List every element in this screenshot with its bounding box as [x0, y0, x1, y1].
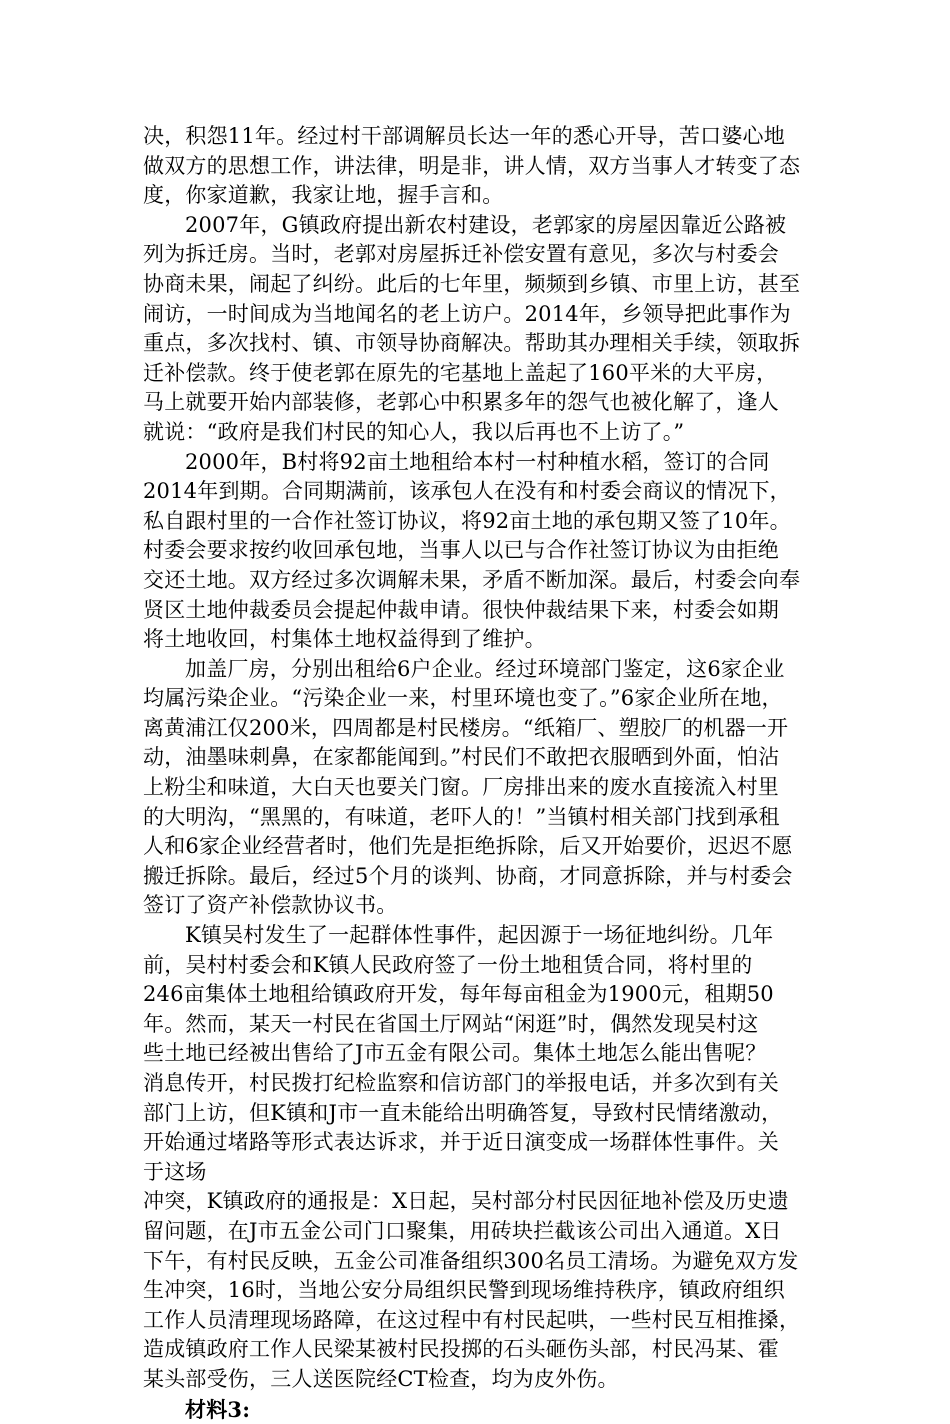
document-body	[143, 122, 823, 1424]
text-line: 马上就要开始内部装修，老郭心中积累多年的怨气也被化解了，逢人	[143, 390, 779, 415]
text-line: 动，油墨味刺鼻，在家都能闻到。”村民们不敢把衣服晒到外面，怕沾	[143, 745, 780, 770]
text-line: 离黄浦江仅200米，四周都是村民楼房。“纸箱厂、塑胶厂的机器一开	[143, 715, 789, 740]
text-line: 冲突，K镇政府的通报是：X日起，吴村部分村民因征地补偿及历史遗	[143, 1189, 789, 1214]
text-line: 2014年到期。合同期满前，该承包人在没有和村委会商议的情况下，	[143, 479, 791, 504]
text-line: 部门上访，但K镇和J市一直未能给出明确答复，导致村民情绪激动，	[143, 1100, 783, 1125]
text-line: 决，积怨11年。经过村干部调解员长达一年的悉心开导，苦口婆心地	[143, 124, 785, 148]
text-line: 下午，有村民反映，五金公司准备组织300名员工清场。为避免双方发	[143, 1248, 799, 1273]
text-line: 度，你家道歉，我家让地，握手言和。	[143, 183, 504, 208]
text-line: 前，吴村村委会和K镇人民政府签了一份土地租赁合同，将村里的	[143, 952, 753, 977]
text-line: 迁补偿款。终于使老郭在原先的宅基地上盖起了160平米的大平房，	[143, 360, 778, 385]
text-line: 的大明沟，“黑黑的，有味道，老吓人的！”当镇村相关部门找到承租	[143, 804, 780, 829]
paragraph-start-line: 2007年，G镇政府提出新农村建设，老郭家的房屋因靠近公路被	[185, 212, 787, 237]
text-line: 重点，多次找村、镇、市领导协商解决。帮助其办理相关手续，领取拆	[143, 331, 801, 356]
text-line: 年。然而，某天一村民在省国土厅网站“闲逛”时，偶然发现吴村这	[143, 1011, 759, 1036]
text-line: 搬迁拆除。最后，经过5个月的谈判、协商，才同意拆除，并与村委会	[143, 863, 793, 888]
text-line: 协商未果，闹起了纠纷。此后的七年里，频频到乡镇、市里上访，甚至	[143, 271, 801, 296]
text-line: 消息传开，村民拨打纪检监察和信访部门的举报电话，并多次到有关	[143, 1071, 779, 1095]
text-line: 均属污染企业。“污染企业一来，村里环境也变了。”6家企业所在地，	[143, 686, 783, 711]
text-line: 于这场	[143, 1159, 207, 1184]
text-line: 人和6家企业经营者时，他们先是拒绝拆除，后又开始要价，迟迟不愿	[143, 834, 793, 859]
text-line: 上粉尘和味道，大白天也要关门窗。厂房排出来的废水直接流入村里	[143, 775, 779, 800]
text-line: 列为拆迁房。当时，老郭对房屋拆迁补偿安置有意见，多次与村委会	[143, 242, 779, 267]
text-line: 做双方的思想工作，讲法律，明是非，讲人情，双方当事人才转变了态	[143, 153, 801, 178]
text-line: 留问题，在J市五金公司门口聚集，用砖块拦截该公司出入通道。X日	[143, 1218, 782, 1243]
text-line: 造成镇政府工作人民梁某被村民投掷的石头砸伤头部，村民冯某、霍	[143, 1337, 779, 1362]
text-line: 生冲突，16时，当地公安分局组织民警到现场维持秩序，镇政府组织	[143, 1278, 785, 1303]
text-line: 私自跟村里的一合作社签订协议，将92亩土地的承包期又签了10年。	[143, 508, 791, 533]
text-line: 开始通过堵路等形式表达诉求，并于近日演变成一场群体性事件。关	[143, 1130, 779, 1155]
text-line: 贤区土地仲裁委员会提起仲裁申请。很快仲裁结果下来，村委会如期	[143, 597, 779, 622]
text-line: 签订了资产补偿款协议书。	[143, 893, 398, 918]
paragraph-start-line: 加盖厂房，分别出租给6户企业。经过环境部门鉴定，这6家企业	[185, 656, 785, 681]
text-line: 些土地已经被出售给了J市五金有限公司。集体土地怎么能出售呢？	[143, 1041, 767, 1066]
paragraph-start-line: K镇吴村发生了一起群体性事件，起因源于一场征地纠纷。几年	[185, 923, 774, 948]
text-line: 246亩集体土地租给镇政府开发，每年每亩租金为1900元，租期50	[143, 982, 774, 1007]
text-line: 闹访，一时间成为当地闻名的老上访户。2014年，乡领导把此事作为	[143, 301, 791, 326]
section-heading: 材料3:	[185, 1396, 251, 1422]
text-line: 某头部受伤，三人送医院经CT检查，均为皮外伤。	[143, 1366, 619, 1391]
text-line: 交还土地。双方经过多次调解未果，矛盾不断加深。最后，村委会向奉	[143, 567, 801, 592]
text-line: 将土地收回，村集体土地权益得到了维护。	[143, 627, 546, 652]
paragraph-start-line: 2000年，B村将92亩土地租给本村一村种植水稻，签订的合同	[185, 449, 770, 474]
text-line: 工作人员清理现场路障，在这过程中有村民起哄，一些村民互相推搡，	[143, 1307, 801, 1332]
text-line: 就说：“政府是我们村民的知心人，我以后再也不上访了。”	[143, 419, 685, 444]
text-line: 村委会要求按约收回承包地，当事人以已与合作社签订协议为由拒绝	[143, 538, 779, 563]
